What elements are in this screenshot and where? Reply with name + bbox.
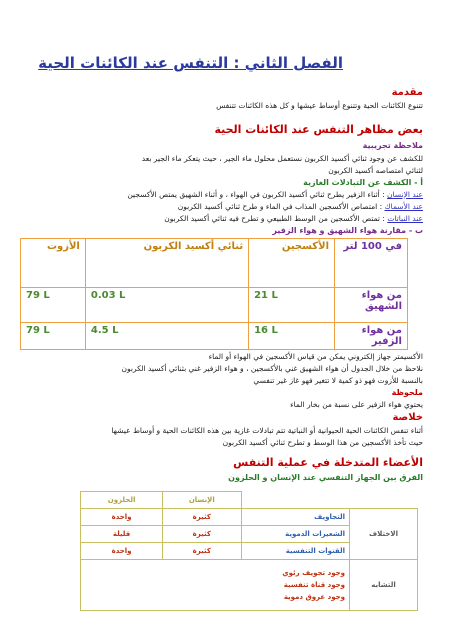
obs-line2: لثنائي امتصاصه أكسيد الكربون [328,166,423,175]
obs-line1: للكشف عن وجود ثنائي أكسيد الكربون نستعمل محلول ماء الجير ، حيث يتعكر ماء الجير بعد [141,154,423,163]
inhale-oxygen: 21 L [249,288,335,323]
page-title: الفصل الثاني : التنفس عند الكائنات الحية [38,54,343,72]
note-text: يحتوي هواء الزفير على نسبة من بخار الماء [290,400,423,409]
header-human: الإنسان [163,492,241,509]
row-label-inhale: من هواء الشهيق [335,288,408,323]
plants-link[interactable]: عند النباتات [387,214,423,223]
fish-link[interactable]: عند الأسماك [384,202,423,211]
header-oxygen: الأكسجين [249,239,335,288]
header-nitrogen: الأزوت [21,239,86,288]
row-label-exhale: من هواء الزفير [335,323,408,350]
human-value: كثيرة [163,526,241,543]
exhale-oxygen: 16 L [249,323,335,350]
plants-text: : تمتص الأكسجين من الوسط الطبيعي و تطرح فيه ثنائي أكسيد الكربون [164,214,385,223]
list-item: وجود قناة تنفسية [283,581,345,589]
intro-heading: مقدمة [391,87,423,98]
section1-heading: بعض مظاهر التنفس عند الكائنات الحية [214,123,423,136]
exchange-item [178,202,423,211]
exchange-item [164,214,423,223]
table-row [81,509,418,526]
difference-label: الاختلاف [350,509,418,560]
summary-line1: أثناء تنفس الكائنات الحية الحيوانية أو النباتية تتم تبادلات غازية بين هذه الكائنات الحية و أوساط عيشها [111,426,423,435]
snail-value: واحدة [81,543,163,560]
list-item: وجود تجويف رئوي [282,569,345,577]
snail-value: قليلة [81,526,163,543]
air-comparison-table [20,238,408,350]
row-name: القنوات التنفسية [241,543,350,560]
respiratory-comparison-table [80,491,418,611]
sub-a-heading: أ - الكشف عن التبادلات الغازية [303,178,423,187]
header-co2: ثنائي أكسيد الكربون [85,239,248,288]
sub-b-heading: ب - مقارنة هواء الشهيق و هواء الزفير [272,226,423,235]
corner-cell: في 100 لتر [335,239,408,288]
table-row [21,323,408,350]
exhale-co2: 4.5 L [85,323,248,350]
note-heading: ملحوظة [391,388,423,397]
header-snail: الحلزون [81,492,163,509]
intro-text: تتنوع الكائنات الحية وتتنوع أوساط عيشها و كل هذه الكائنات تتنفس [216,101,423,110]
summary-line2: حيث تأخذ الأكسجين من هذا الوسط و تطرح ثنائي أكسيد الكربون [222,438,423,447]
organs-heading: الأعضاء المتدخلة في عملية التنفس [233,456,423,469]
inhale-co2: 0.03 L [85,288,248,323]
list-item: وجود عروق دموية [283,593,345,601]
observation-text: نلاحظ من خلال الجدول أن هواء الشهيق غني بالأكسجين ، و هواء الزفير غني بثنائي أكسيد الكربون [121,364,423,373]
inhale-nitrogen: 79 L [21,288,86,323]
section1-sub: ملاحظة تجريبية [362,141,423,150]
table-header-row [21,239,408,288]
snail-value: واحدة [81,509,163,526]
organs-sub: الفرق بين الجهاز التنفسي عند الإنسان و الحلزون [228,473,423,482]
table-header-row [81,492,418,509]
human-value: كثيرة [163,509,241,526]
fish-text: : امتصاص الأكسجين المذاب في الماء و طرح ثنائي أكسيد الكربون [177,202,383,211]
human-value: كثيرة [163,543,241,560]
row-name: التجاويف [241,509,350,526]
exhale-nitrogen: 79 L [21,323,86,350]
similarity-label: التشابه [350,560,418,611]
oximeter-text: الأكسيمتر جهاز إلكتروني يمكن من قياس الأكسجين في الهواء أو الماء [208,352,423,361]
row-name: الشعيرات الدموية [241,526,350,543]
human-link[interactable]: عند الإنسان [387,190,423,199]
table-row [81,560,418,611]
human-text: : أثناء الزفير يطرح ثنائي أكسيد الكربون في الهواء ، و أثناء الشهيق يمتص الأكسجين [127,190,385,199]
table-row [21,288,408,323]
nitrogen-text: بالنسبة للأزوت فهو ذو كمية لا تتغير فهو غاز غير تنفسي [253,376,423,385]
exchange-item [127,190,423,199]
similarity-list [81,560,350,611]
summary-heading: خلاصة [392,412,423,423]
